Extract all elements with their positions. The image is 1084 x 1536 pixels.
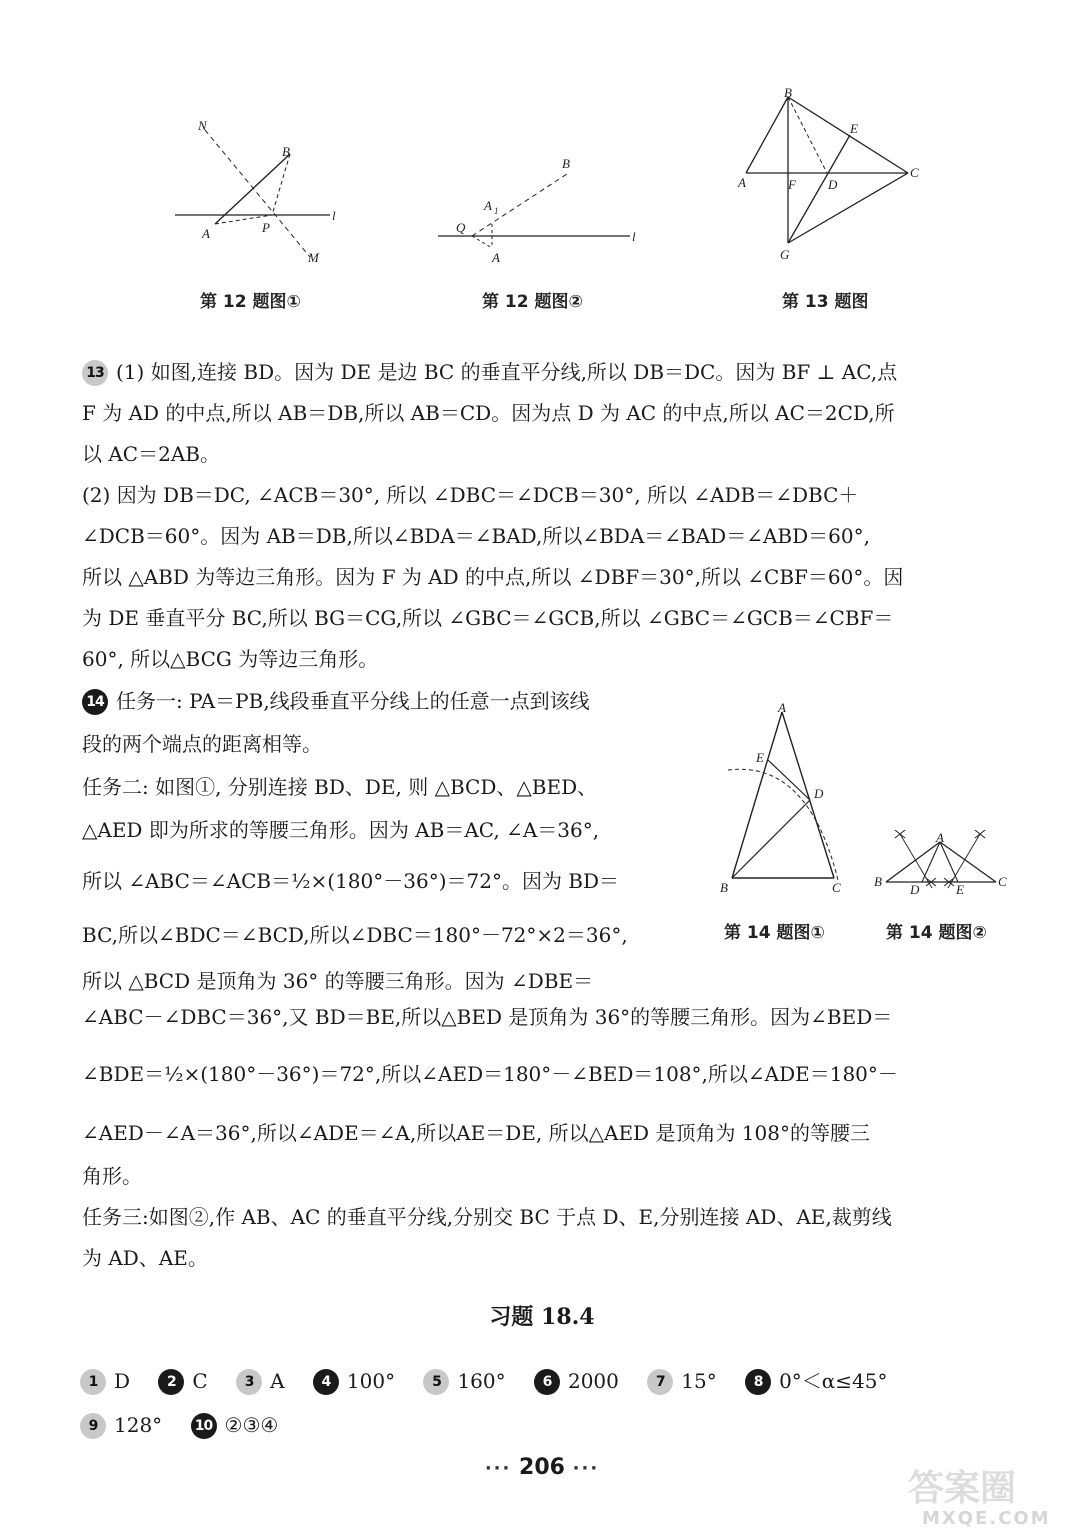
answer-number: 5 xyxy=(423,1369,449,1395)
answer-number: 8 xyxy=(745,1369,771,1395)
label-D: D xyxy=(814,786,824,801)
label-B: B xyxy=(720,880,728,895)
label-E: E xyxy=(756,750,764,765)
answer-5 xyxy=(423,1366,505,1396)
q14-line-4: △AED 即为所求的等腰三角形。因为 AB＝AC, ∠A＝36°, xyxy=(82,818,600,842)
watermark-text: 答案圈 xyxy=(908,1468,1017,1509)
label-B: B xyxy=(874,874,882,889)
q13-line-3: 以 AC＝2AB。 xyxy=(82,442,220,466)
label-B: B xyxy=(282,144,290,159)
answer-number: 2 xyxy=(158,1369,184,1395)
q14-line-5: 所以 ∠ABC＝∠ACB＝½×(180°－36°)＝72°。因为 BD＝ xyxy=(82,869,620,893)
question-14-part-a xyxy=(82,680,712,1003)
answer-4 xyxy=(313,1366,395,1396)
q14-line-7: 所以 △BCD 是顶角为 36° 的等腰三角形。因为 ∠DBE＝ xyxy=(82,969,594,993)
label-E: E xyxy=(850,121,858,136)
label-D: D xyxy=(828,177,838,192)
answer-8 xyxy=(745,1366,887,1396)
answer-number: 9 xyxy=(80,1413,106,1439)
answers-row-1 xyxy=(80,1366,910,1396)
label-B: B xyxy=(562,156,570,171)
q13-line-8: 60°, 所以△BCG 为等边三角形。 xyxy=(82,647,379,671)
footer-dots-left: ··· xyxy=(484,1458,512,1479)
answer-number: 10 xyxy=(191,1413,217,1439)
answer-10 xyxy=(191,1410,279,1440)
answer-value: A xyxy=(270,1369,285,1393)
answer-value: D xyxy=(114,1369,131,1393)
label-A1: A xyxy=(484,198,492,213)
q14-line-6: BC,所以∠BDC＝∠BCD,所以∠DBC＝180°－72°×2＝36°, xyxy=(82,923,628,947)
answer-value: 15° xyxy=(681,1369,717,1393)
label-A: A xyxy=(492,250,500,265)
answer-2 xyxy=(158,1366,207,1396)
label-C: C xyxy=(832,880,841,895)
question-14-part-b xyxy=(82,996,1012,1279)
label-C: C xyxy=(910,165,919,180)
answer-number: 3 xyxy=(236,1369,262,1395)
answer-number: 1 xyxy=(80,1369,106,1395)
label-C: C xyxy=(998,874,1007,889)
label-A: A xyxy=(778,700,786,715)
watermark-url: MXQE.COM xyxy=(922,1508,1051,1529)
footer-dots-right: ··· xyxy=(572,1458,600,1479)
label-l: l xyxy=(632,229,636,244)
caption-fig12-1: 第 12 题图① xyxy=(200,292,301,312)
answer-value: C xyxy=(192,1369,208,1393)
figure-13 xyxy=(732,85,932,265)
watermark-logo xyxy=(900,1460,1070,1530)
q14-line-11: 角形。 xyxy=(82,1164,142,1188)
figure-14-2 xyxy=(870,820,1020,900)
q14-line-13: 为 AD、AE。 xyxy=(82,1246,208,1270)
page-number: 206 xyxy=(519,1455,565,1480)
answer-value: 128° xyxy=(114,1413,163,1437)
label-l: l xyxy=(332,208,336,223)
q13-line-2: F 为 AD 的中点,所以 AB＝DB,所以 AB＝CD。因为点 D 为 AC 的中点,所以 AC＝2CD,所 xyxy=(82,401,895,425)
answer-value: 0°＜α≤45° xyxy=(779,1369,888,1393)
question-13 xyxy=(82,352,1012,680)
label-F: F xyxy=(788,177,796,192)
answer-9 xyxy=(80,1410,162,1440)
q13-line-5: ∠DCB＝60°。因为 AB＝DB,所以∠BDA＝∠BAD,所以∠BDA＝∠BAD＝∠ABD＝60°, xyxy=(82,524,870,548)
answer-number: 6 xyxy=(534,1369,560,1395)
label-D: D xyxy=(910,882,920,897)
label-A: A xyxy=(936,830,944,845)
figure-12-1 xyxy=(170,112,350,272)
answer-value: ②③④ xyxy=(224,1413,279,1437)
q14-line-2: 段的两个端点的距离相等。 xyxy=(82,732,322,756)
q14-line-1: 任务一: PA＝PB,线段垂直平分线上的任意一点到该线 xyxy=(116,689,590,713)
caption-fig14-2: 第 14 题图② xyxy=(886,923,987,943)
caption-fig14-1: 第 14 题图① xyxy=(724,923,825,943)
label-A: A xyxy=(202,226,210,241)
label-G: G xyxy=(780,247,790,262)
caption-fig12-2: 第 12 题图② xyxy=(482,292,583,312)
label-P: P xyxy=(262,220,270,235)
q13-line-6: 所以 △ABD 为等边三角形。因为 F 为 AD 的中点,所以 ∠DBF＝30°,所以 ∠CBF＝60°。因 xyxy=(82,565,904,589)
answer-7 xyxy=(647,1366,716,1396)
q14-line-10: ∠AED－∠A＝36°,所以∠ADE＝∠A,所以AE＝DE, 所以△AED 是顶角为 108°的等腰三 xyxy=(82,1121,870,1145)
answer-1 xyxy=(80,1366,130,1396)
caption-fig13: 第 13 题图 xyxy=(782,292,869,312)
answer-value: 160° xyxy=(457,1369,506,1393)
answer-3 xyxy=(236,1366,284,1396)
q14-line-8: ∠ABC－∠DBC＝36°,又 BD＝BE,所以△BED 是顶角为 36°的等腰三角形。因为∠BED＝ xyxy=(82,1005,893,1029)
question-number-14: 14 xyxy=(82,689,108,715)
q13-line-1: (1) 如图,连接 BD。因为 DE 是边 BC 的垂直平分线,所以 DB＝DC。因为 BF ⊥ AC,点 xyxy=(116,360,898,384)
answer-value: 100° xyxy=(346,1369,396,1393)
q14-line-9: ∠BDE＝½×(180°－36°)＝72°,所以∠AED＝180°－∠BED＝108°,所以∠ADE＝180°－ xyxy=(82,1062,898,1086)
label-E: E xyxy=(956,882,964,897)
answer-number: 7 xyxy=(647,1369,673,1395)
q13-line-4: (2) 因为 DB＝DC, ∠ACB＝30°, 所以 ∠DBC＝∠DCB＝30°, 所以 ∠ADB＝∠DBC＋ xyxy=(82,483,859,507)
q14-line-3: 任务二: 如图①, 分别连接 BD、DE, 则 △BCD、△BED、 xyxy=(82,775,598,799)
answers-row-2 xyxy=(80,1410,300,1440)
q14-line-12: 任务三:如图②,作 AB、AC 的垂直平分线,分别交 BC 于点 D、E,分别连接 AD、AE,裁剪线 xyxy=(82,1205,892,1229)
answer-6 xyxy=(534,1366,619,1396)
section-title: 习题 18.4 xyxy=(489,1304,595,1330)
q13-line-7: 为 DE 垂直平分 BC,所以 BG＝CG,所以 ∠GBC＝∠GCB,所以 ∠GBC＝∠GCB＝∠CBF＝ xyxy=(82,606,894,630)
answer-number: 4 xyxy=(313,1369,339,1395)
label-A: A xyxy=(738,175,746,190)
label-B: B xyxy=(784,85,792,100)
question-number-13: 13 xyxy=(82,360,108,386)
figure-12-2 xyxy=(430,150,650,270)
label-Q: Q xyxy=(456,220,466,235)
label-N: N xyxy=(198,118,207,133)
answer-value: 2000 xyxy=(567,1369,619,1393)
figure-14-1 xyxy=(718,700,858,900)
label-M: M xyxy=(308,250,319,265)
label-A1-sub: 1 xyxy=(494,206,499,216)
